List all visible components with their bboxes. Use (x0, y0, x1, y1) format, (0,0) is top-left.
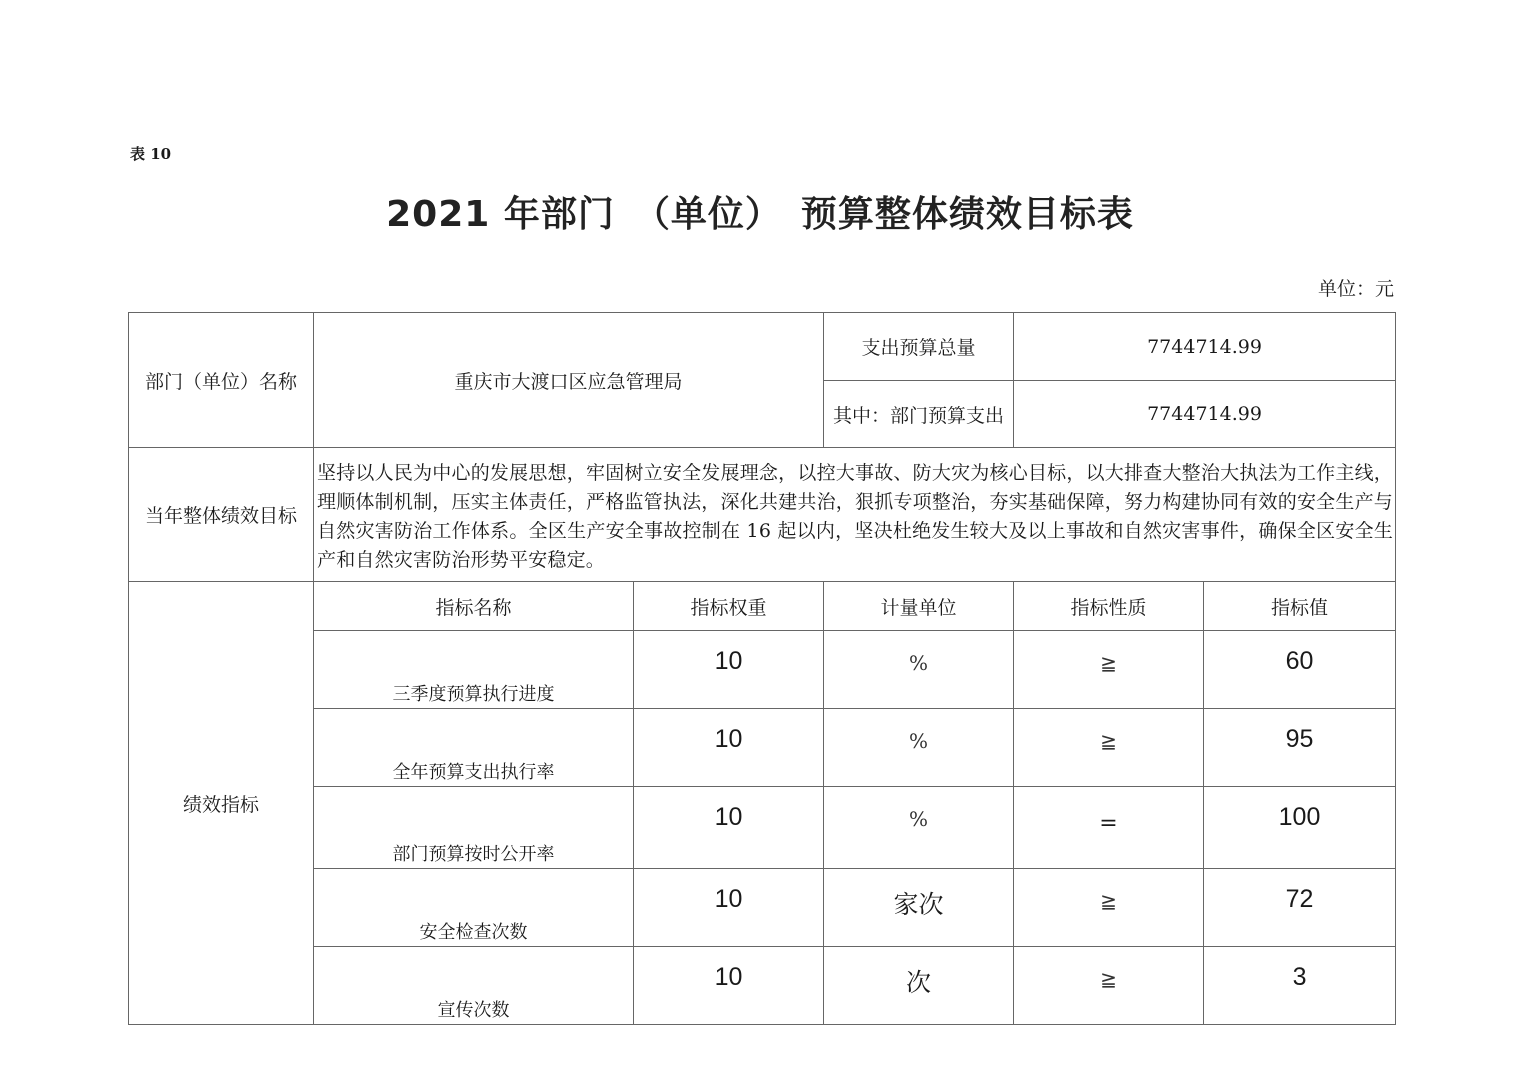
indicator-name: 全年预算支出执行率 (314, 709, 634, 787)
header-unit: 计量单位 (824, 582, 1014, 631)
indicators-label: 绩效指标 (129, 582, 314, 1025)
indicator-nature: = (1014, 787, 1204, 869)
indicator-nature: ≧ (1014, 631, 1204, 709)
header-weight: 指标权重 (634, 582, 824, 631)
page-title: 2021 年部门 （单位） 预算整体绩效目标表 (386, 194, 1134, 235)
indicator-name: 安全检查次数 (314, 869, 634, 947)
table-row (129, 869, 1396, 947)
table-row (129, 947, 1396, 1025)
annual-goal-text: 坚持以人民为中心的发展思想，牢固树立安全发展理念，以控大事故、防大灾为核心目标，以大排查大整治大执法为工作主线，理顺体制机制，压实主体责任，严格监管执法，深化共建共治，狠抓专项整治，夯实基础保障，努力构建协同有效的安全生产与自然灾害防治工作体系。全区生产安全事故控制在 16 起以内，坚决杜绝发生较大及以上事故和自然灾害事件，确保全区安全生产和自然灾害防治形势平安稳定。 (314, 448, 1396, 582)
indicator-unit: % (824, 787, 1014, 869)
performance-target-table (128, 312, 1396, 1025)
dept-name-value: 重庆市大渡口区应急管理局 (314, 313, 824, 448)
table-row (129, 631, 1396, 709)
header-value: 指标值 (1204, 582, 1396, 631)
indicator-name: 宣传次数 (314, 947, 634, 1025)
indicator-nature: ≧ (1014, 947, 1204, 1025)
indicator-weight: 10 (634, 787, 824, 869)
indicator-weight: 10 (634, 947, 824, 1025)
indicator-value: 100 (1204, 787, 1396, 869)
unit-label: 单位：元 (1317, 278, 1394, 300)
header-nature: 指标性质 (1014, 582, 1204, 631)
indicator-nature: ≧ (1014, 869, 1204, 947)
table-row (129, 787, 1396, 869)
indicator-value: 3 (1204, 947, 1396, 1025)
indicator-name: 部门预算按时公开率 (314, 787, 634, 869)
table-number: 表 10 (130, 145, 172, 163)
header-indicator-name: 指标名称 (314, 582, 634, 631)
dept-name-label: 部门（单位）名称 (129, 313, 314, 448)
total-budget-value: 7744714.99 (1014, 313, 1396, 381)
total-budget-label: 支出预算总量 (824, 313, 1014, 381)
indicator-weight: 10 (634, 869, 824, 947)
indicator-weight: 10 (634, 631, 824, 709)
indicator-unit: 次 (824, 947, 1014, 1025)
dept-budget-value: 7744714.99 (1014, 381, 1396, 448)
indicator-unit: % (824, 709, 1014, 787)
indicator-value: 95 (1204, 709, 1396, 787)
indicator-nature: ≧ (1014, 709, 1204, 787)
dept-budget-label: 其中：部门预算支出 (824, 381, 1014, 448)
indicator-unit: % (824, 631, 1014, 709)
indicator-unit: 家次 (824, 869, 1014, 947)
table-row (129, 709, 1396, 787)
indicator-value: 60 (1204, 631, 1396, 709)
indicator-name: 三季度预算执行进度 (314, 631, 634, 709)
indicator-weight: 10 (634, 709, 824, 787)
indicator-value: 72 (1204, 869, 1396, 947)
annual-goal-label: 当年整体绩效目标 (129, 448, 314, 582)
